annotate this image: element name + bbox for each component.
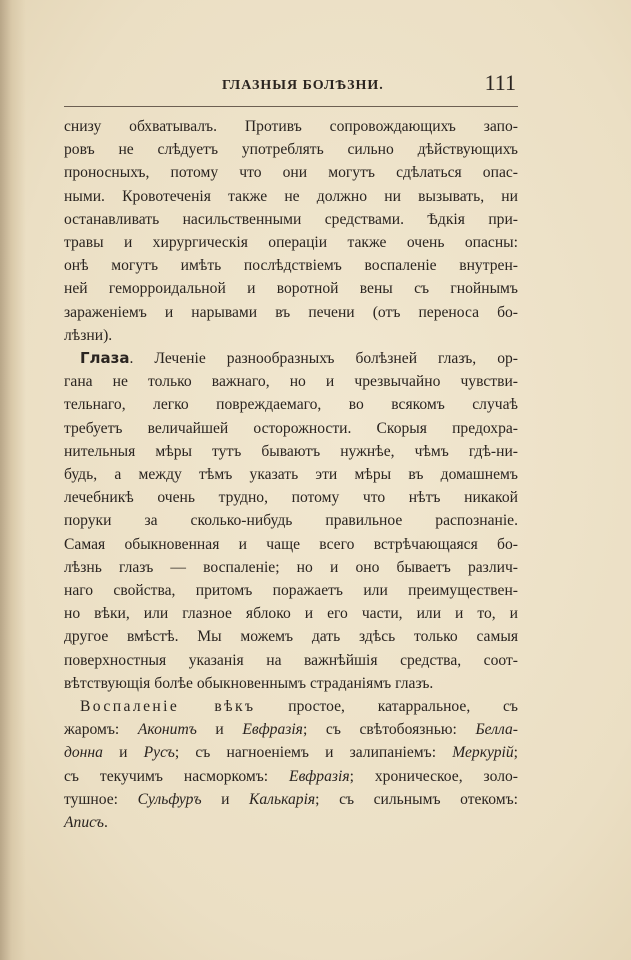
text-line: поверхностныя указанія на важнѣйшія средства, соот-	[64, 651, 518, 669]
text-line: ней геморроидальной и воротной вены съ гнойнымъ	[64, 280, 518, 298]
text-line: гана не только важнаго, но и чрезвычайно чувстви-	[64, 373, 518, 391]
text-line	[64, 765, 518, 788]
subheading-eyelid-inflammation: Воспаленіе вѣкъ	[80, 698, 256, 716]
remedy-name: Меркурій	[452, 744, 514, 762]
remedy-name: Евфразія	[242, 721, 303, 739]
text-run: съ текучимъ насморкомъ:	[64, 767, 290, 785]
section-heading-eyes: Глаза	[80, 349, 130, 368]
text-line: лѣзни).	[64, 326, 113, 344]
text-line: тельнаго, легко повреждаемаго, во всякомъ случаѣ	[64, 396, 518, 414]
text-line	[64, 788, 518, 811]
remedy-name: Аконитъ	[137, 721, 197, 739]
text-line: требуетъ величайшей осторожности. Скорыя предохра-	[64, 419, 518, 437]
text-line: зараженіемъ и нарывами въ печени (отъ переноса бо-	[64, 303, 518, 321]
text-line	[64, 347, 518, 370]
header-rule	[64, 106, 518, 107]
text-line: лѣзнь глазъ — воспаленіе; но и оно бываетъ различ-	[64, 558, 518, 576]
text-run: простое, катарральное, съ	[255, 698, 518, 716]
text-run: ; съ нагноеніемъ и залипаніемъ:	[174, 744, 453, 762]
text-run: ; съ свѣтобоязнью:	[302, 721, 476, 739]
text-line: но вѣки, или глазное яблоко и его части, или и то, и	[64, 605, 518, 623]
text-line: останавливать насильственными средствами. Ѣдкія при-	[64, 210, 518, 228]
text-line: лечебникѣ очень трудно, потому что нѣтъ никакой	[64, 489, 518, 507]
text-run: ;	[513, 744, 518, 762]
text-run: тушное:	[64, 790, 138, 808]
running-title: ГЛАЗНЫЯ БОЛѢЗНИ.	[222, 78, 384, 93]
text-run: . Леченіе разнообразныхъ болѣзней глазъ, ор-	[129, 350, 518, 368]
text-line	[64, 718, 518, 741]
remedy-name: Евфразія	[289, 767, 350, 785]
text-line: травы и хирургическія операціи также очень опасны:	[64, 234, 518, 252]
text-line	[64, 741, 518, 764]
text-line: будь, а между тѣмъ указать эти мѣры въ домашнемъ	[64, 466, 518, 484]
remedy-name: Калькарія	[249, 790, 316, 808]
text-run: .	[103, 814, 108, 832]
remedy-name: донна	[64, 744, 103, 762]
remedy-name: Белла-	[475, 721, 518, 739]
text-line: вѣтствующія болѣе обыкновеннымъ страданіямъ глазъ.	[64, 674, 434, 692]
text-run: и	[102, 744, 144, 762]
text-line	[64, 811, 518, 834]
text-line: нительныя мѣры тутъ бываютъ нужнѣе, чѣмъ гдѣ-ни-	[64, 442, 518, 460]
text-line: наго свойства, притомъ поражаетъ или преимуществен-	[64, 582, 518, 600]
page-header	[64, 70, 516, 102]
text-run: ; съ сильнымъ отекомъ:	[315, 790, 518, 808]
paragraph-3	[64, 695, 518, 834]
text-line	[64, 695, 518, 718]
text-line: онѣ могутъ имѣть послѣдствіемъ воспаленіе внутрен-	[64, 257, 518, 275]
paragraph-2	[64, 347, 518, 695]
text-line: снизу обхватывалъ. Противъ сопровождающихъ запо-	[64, 118, 518, 135]
remedy-name: Аписъ	[64, 814, 104, 832]
text-line: поруки за сколько-нибудь правильное распознаніе.	[64, 512, 518, 530]
text-run: жаромъ:	[64, 721, 138, 739]
page-gutter-shadow	[0, 0, 26, 960]
page-number: 111	[484, 70, 516, 95]
text-run: и	[201, 790, 250, 808]
remedy-name: Русъ	[143, 744, 175, 762]
text-run: ; хроническое, золо-	[349, 767, 518, 785]
text-line: проносныхъ, потому что они могутъ сдѣлаться опас-	[64, 164, 518, 182]
text-run: и	[196, 721, 243, 739]
text-line: Самая обыкновенная и чаще всего встрѣчающаяся бо-	[64, 535, 518, 553]
text-line: ными. Кровотеченія также не должно ни вызывать, ни	[64, 187, 518, 205]
remedy-name: Сульфуръ	[137, 790, 202, 808]
text-line: другое вмѣстѣ. Мы можемъ дать здѣсь только самыя	[64, 628, 518, 646]
body-text	[64, 115, 518, 834]
paragraph-1	[64, 115, 518, 347]
text-line: ровъ не слѣдуетъ употреблять сильно дѣйствующихъ	[64, 141, 518, 159]
